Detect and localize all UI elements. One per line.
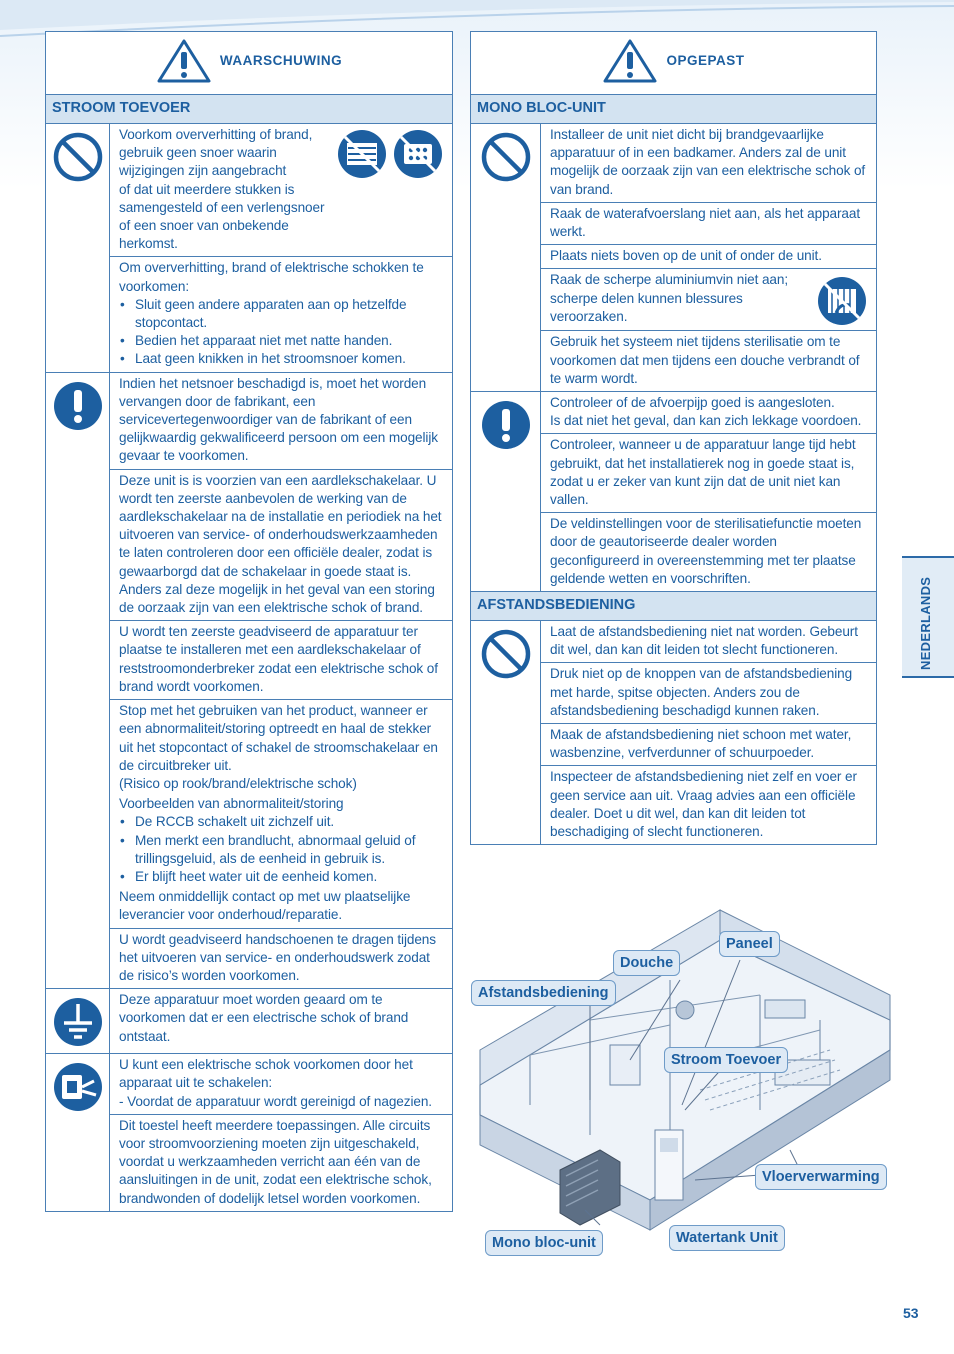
caution-title: OPGEPAST bbox=[666, 53, 745, 68]
text-cell: Om oververhitting, brand of elektrische schokken te voorkomen: • Sluit geen andere apparaten aan op hetzelfde stopcontact. • Bedien het apparaat niet met natte handen. • Laat geen knikken in het stroomsnoer komen. bbox=[110, 257, 453, 372]
text-cell: Inspecteer de afstandsbediening niet zelf en voer er geen service aan uit. Vraag advies aan een officiële dealer. Doet u dit wel, dan kan dit leiden tot beschadiging of slecht functioneren. bbox=[541, 766, 877, 845]
prohibition-icon bbox=[480, 131, 532, 183]
no-modified-cord-icon bbox=[336, 128, 388, 180]
label-watertank-unit: Watertank Unit bbox=[669, 1225, 785, 1251]
text-cell: Raak de scherpe aluminiumvin niet aan; scherpe delen kunnen blessures veroorzaken. bbox=[541, 269, 877, 331]
text-cell: Installeer de unit niet dicht bij brandgevaarlijke apparatuur of in een badkamer. Anders zal de unit mogelijk de oorzaak zijn van een elektrische schok of van brand. bbox=[541, 124, 877, 203]
prohibition-icon bbox=[480, 628, 532, 680]
prohibition-icon-cell bbox=[471, 621, 541, 845]
prohibition-icon bbox=[52, 131, 104, 183]
mandatory-exclamation-icon bbox=[480, 399, 532, 451]
text-cell: Maak de afstandsbediening niet schoon met water, wasbenzine, verfverdunner of schuurpoeder. bbox=[541, 724, 877, 766]
caution-triangle-icon bbox=[602, 38, 658, 84]
mandatory-icon-cell bbox=[46, 372, 110, 989]
warning-triangle-icon bbox=[156, 38, 212, 84]
text-cell: Deze unit is is voorzien van een aardlekschakelaar. U wordt ten zeerste aanbevolen de werking van de aardlekschakelaar na de installatie en periodiek na het uitvoeren van service- of onderhoudswerkzaamheden te laten controleren door een officiële dealer, zodat is gewaarborgd dat de schakelaar in goede staat is. Anders zal deze mogelijk in het geval van een storing de oorzaak zijn van een elektrische schok of brand. bbox=[110, 469, 453, 621]
ground-icon-cell bbox=[46, 989, 110, 1054]
text-cell: Laat de afstandsbediening niet nat worden. Gebeurt dit wel, dan kan dit leiden tot slecht functioneren. bbox=[541, 621, 877, 663]
text-cell: U wordt ten zeerste geadviseerd de apparatuur ter plaatse te installeren met een aardlekschakelaar of reststroomonderbreker zodat een elektrische schok of brand wordt voorkomen. bbox=[110, 621, 453, 700]
language-tab-label: NEDERLANDS bbox=[918, 576, 933, 670]
label-douche: Douche bbox=[613, 950, 680, 976]
mandatory-exclamation-icon bbox=[52, 380, 104, 432]
text-cell: Gebruik het systeem niet tijdens sterilisatie om te voorkomen dat men tijdens een douche verbrandt of te warm wordt. bbox=[541, 331, 877, 392]
unplug-icon bbox=[52, 1061, 104, 1113]
warning-title: WAARSCHUWING bbox=[219, 53, 343, 68]
caution-table bbox=[470, 31, 877, 845]
label-paneel: Paneel bbox=[719, 931, 780, 957]
text-cell: Voorkom oververhitting of brand, gebruik geen snoer waarin wijzigingen zijn aangebracht of dat uit meerdere stukken is samengesteld of een verlengsnoer of een snoer van onbekende herkomst. bbox=[110, 124, 453, 257]
section-mono-bloc-unit: MONO BLOC-UNIT bbox=[471, 95, 877, 124]
text-cell: U kunt een elektrische schok voorkomen door het apparaat uit te schakelen: - Voordat de apparatuur wordt gereinigd of nagezien. bbox=[110, 1054, 453, 1115]
text-cell: Raak de waterafvoerslang niet aan, als het apparaat werkt. bbox=[541, 202, 877, 244]
section-stroom-toevoer: STROOM TOEVOER bbox=[46, 95, 453, 124]
text-cell: Deze apparatuur moet worden geaard om te voorkomen dat er een electrische schok of brand ontstaat. bbox=[110, 989, 453, 1054]
text-cell: Dit toestel heeft meerdere toepassingen. Alle circuits voor stroomvoorziening moeten zijn uitgeschakeld, voordat u werkzaamheden verricht aan één van de aansluitingen in de unit, zodat een elektrische schok, brandwonden of dodelijk letsel worden voorkomen. bbox=[110, 1114, 453, 1211]
mandatory-icon-cell bbox=[471, 392, 541, 592]
no-touch-fin-icon bbox=[816, 275, 868, 327]
text-cell: Stop met het gebruiken van het product, wanneer er een abnormaliteit/storing optreedt en haal de stekker uit het stopcontact of schakel de stroomschakelaar en de circuitbreker uit. (Risico op rook/brand/elektrische schok) Voorbeelden van abnormaliteit/storing • De RCCB schakelt uit zichzelf uit. • Men merkt een brandlucht, abnormaal geluid of trillingsgeluid, als de eenheid in gebruik is. • Er blijft heet water uit de eenheid komen. Neem onmiddellijk contact op met uw plaatselijke leverancier voor onderhoud/reparatie. bbox=[110, 700, 453, 928]
unplug-icon-cell bbox=[46, 1054, 110, 1212]
label-vloerverwarming: Vloerverwarming bbox=[755, 1164, 887, 1190]
text-cell: Plaats niets boven op de unit of onder de unit. bbox=[541, 245, 877, 269]
text-cell: U wordt geadviseerd handschoenen te dragen tijdens het uitvoeren van service- en onderhoudswerk zodat de risico’s worden voorkomen. bbox=[110, 928, 453, 989]
no-extension-cord-icon bbox=[392, 128, 444, 180]
text-cell: Indien het netsnoer beschadigd is, moet het worden vervangen door de fabrikant, een servicevertegenwoordiger van de fabrikant of een gelijkwaardig gekwalificeerd persoon om een mogelijk gevaar te voorkomen. bbox=[110, 372, 453, 469]
house-illustration bbox=[470, 900, 900, 1280]
text-cell: Controleer, wanneer u de apparatuur lange tijd hebt gebruikt, dat het installatierek nog in goede staat is, zodat u er zeker van kunt zijn dat de unit niet kan vallen. bbox=[541, 434, 877, 513]
section-afstandsbediening: AFSTANDSBEDIENING bbox=[471, 592, 877, 621]
text-cell: Controleer of de afvoerpijp goed is aangesloten. Is dat niet het geval, dan kan zich lekkage voordoen. bbox=[541, 392, 877, 434]
caution-header bbox=[471, 32, 877, 95]
label-stroom-toevoer: Stroom Toevoer bbox=[664, 1047, 788, 1073]
label-mono-bloc-unit: Mono bloc-unit bbox=[485, 1230, 603, 1256]
warning-header bbox=[46, 32, 453, 95]
warning-table bbox=[45, 31, 453, 1212]
text-cell: De veldinstellingen voor de sterilisatiefunctie moeten door de geautoriseerde dealer worden geconfigureerd in overeenstemming met ter plaatse geldende wetten en voorschriften. bbox=[541, 513, 877, 592]
text-cell: Druk niet op de knoppen van de afstandsbediening met harde, spitse objecten. Anders zou de afstandsbediening beschadigd kunnen raken. bbox=[541, 663, 877, 724]
prohibition-icon-cell bbox=[46, 124, 110, 373]
prohibition-icon-cell bbox=[471, 124, 541, 392]
label-afstandsbediening: Afstandsbediening bbox=[471, 980, 616, 1006]
ground-earth-icon bbox=[52, 996, 104, 1048]
page-number: 53 bbox=[903, 1305, 919, 1321]
